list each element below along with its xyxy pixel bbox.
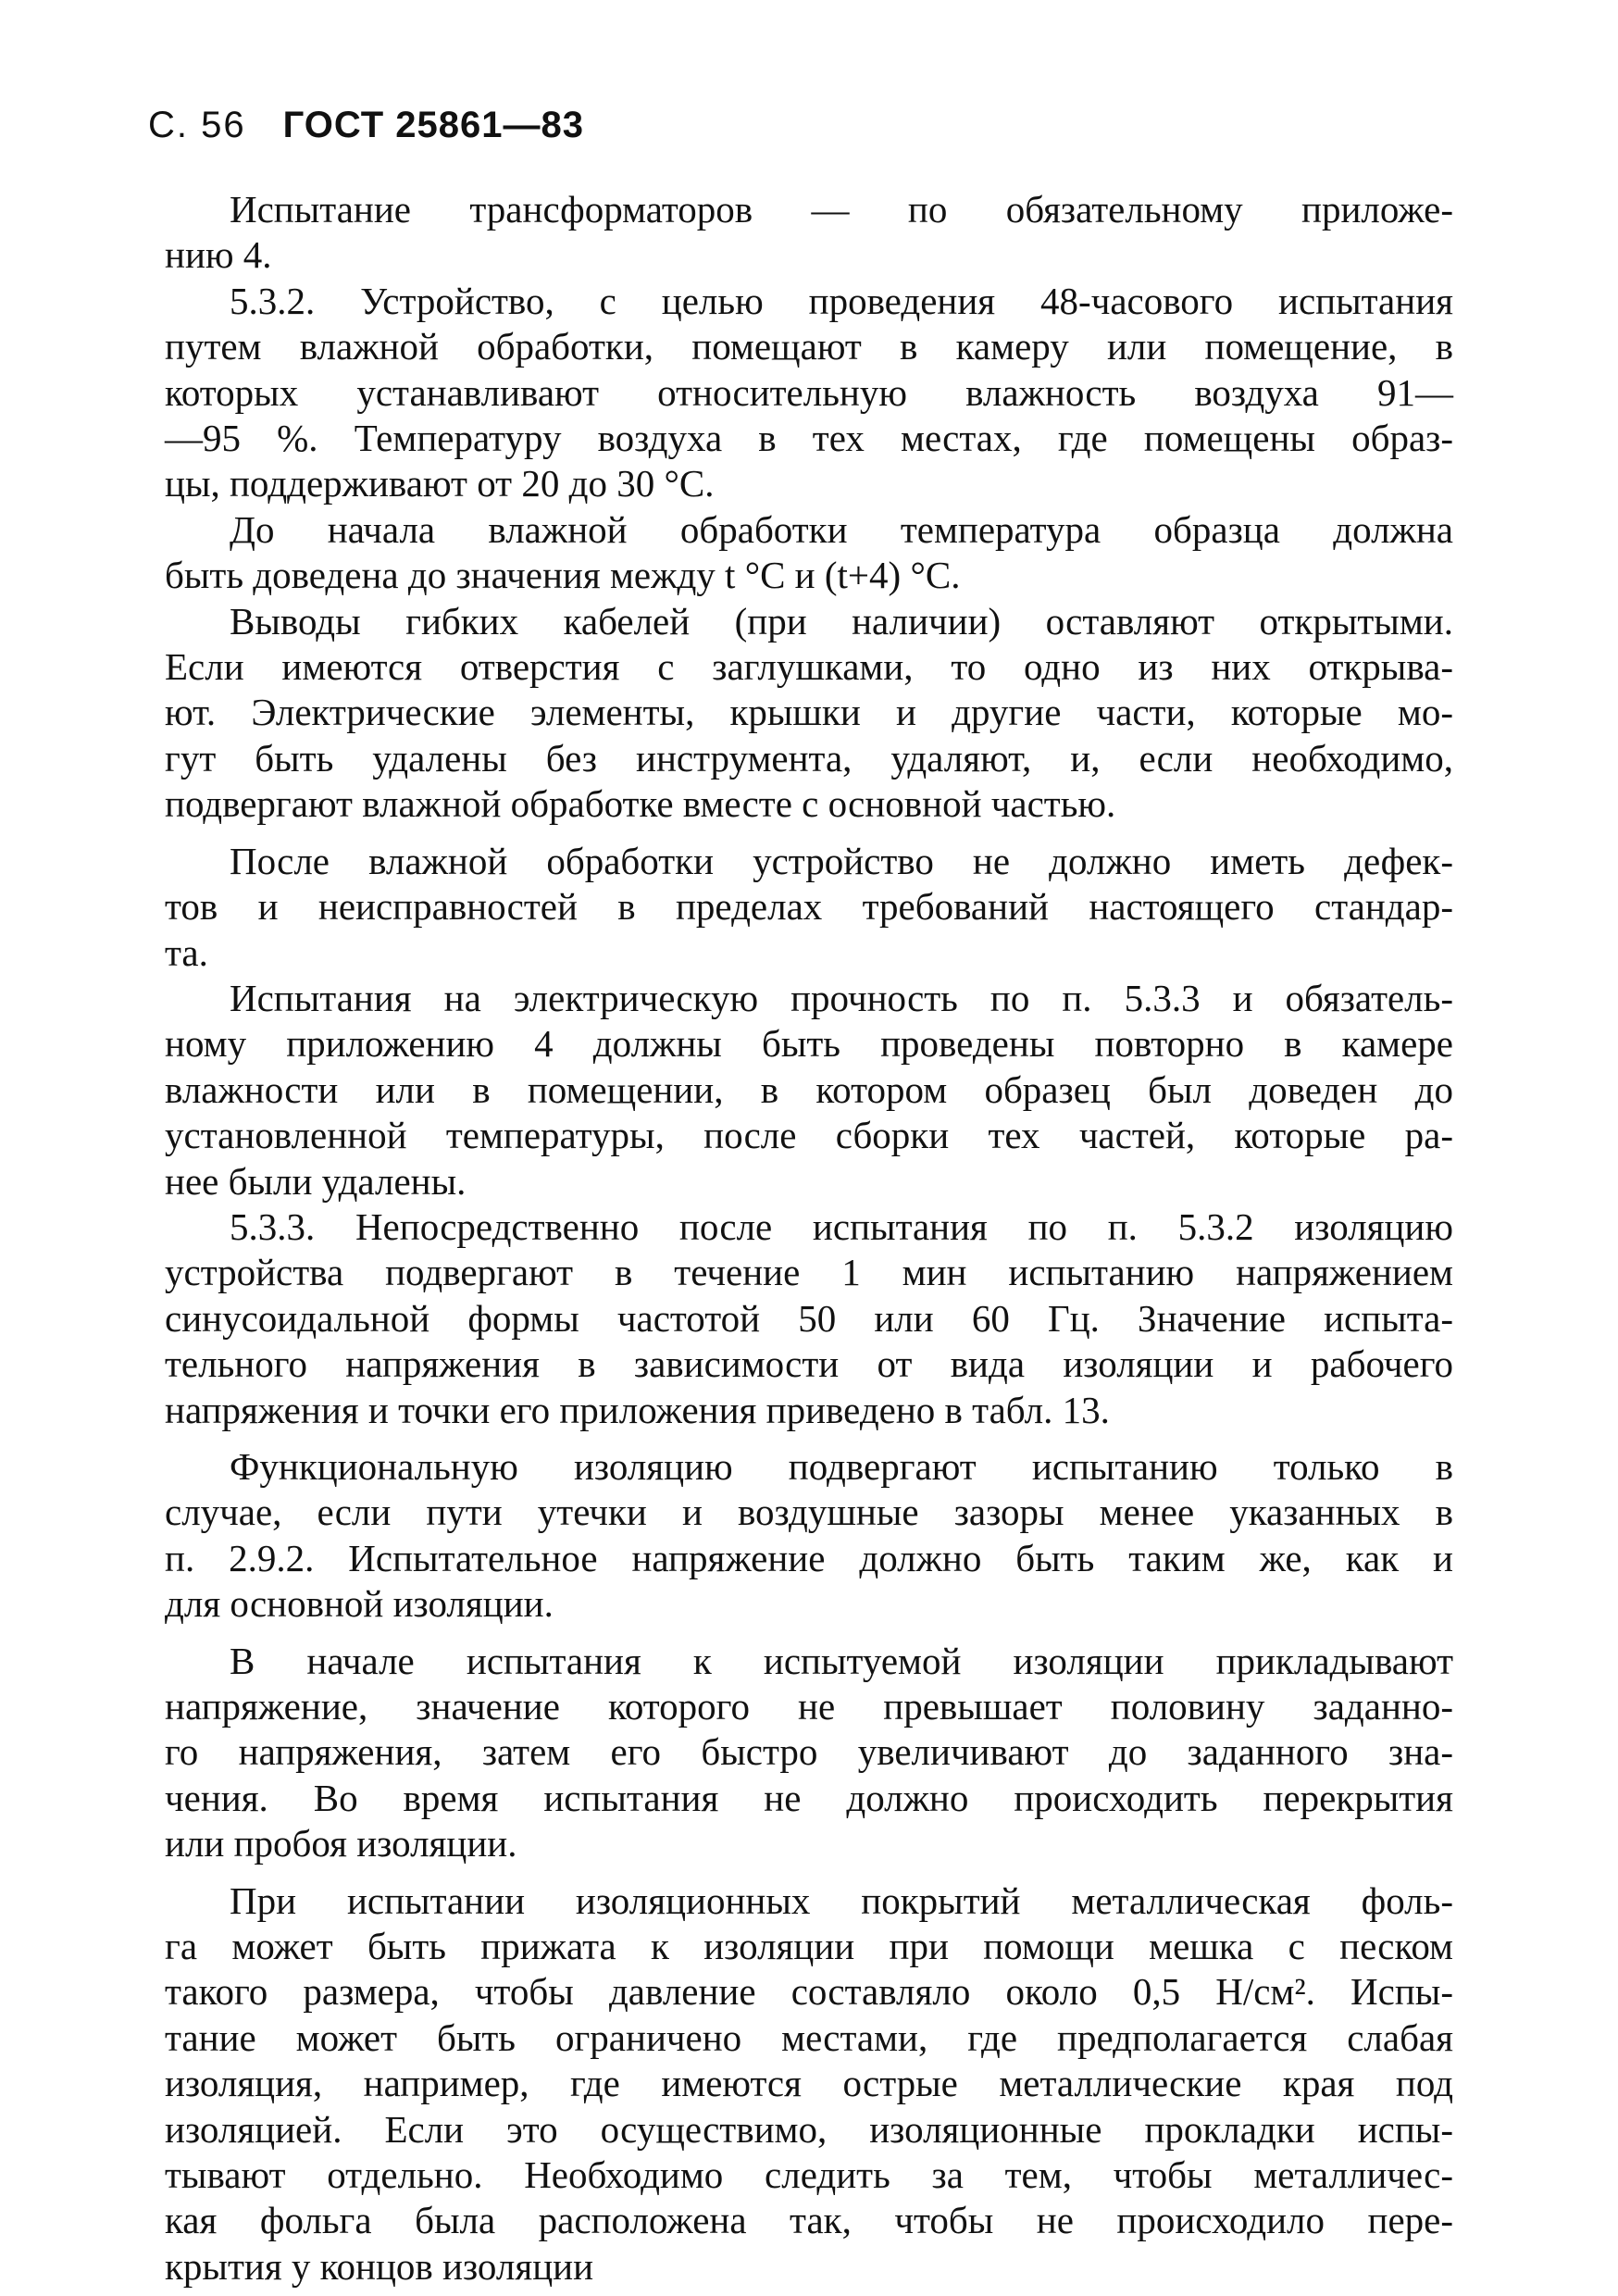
text-line: В начале испытания к испытуемой изоляции прикладывают — [230, 1639, 1453, 1682]
text-line: кая фольга была расположена так, чтобы не происходило пере- — [165, 2199, 1453, 2242]
text-line: напряжения и точки его приложения приведено в табл. 13. — [165, 1388, 1110, 1431]
text-line: или пробоя изоляции. — [165, 1822, 517, 1866]
text-line: такого размера, чтобы давление составляло около 0,5 Н/см². Испы- — [165, 1970, 1453, 2014]
text-line: чения. Во время испытания не должно происходить перекрытия — [165, 1776, 1453, 1819]
text-line: Функциональную изоляцию подвергают испытанию только в — [230, 1444, 1453, 1488]
paragraph-gap — [165, 1867, 1453, 1878]
text-line: 5.3.2. Устройство, с целью проведения 48-часового испытания — [230, 279, 1453, 322]
text-line: Если имеются отверстия с заглушками, то одно из них открыва- — [165, 645, 1453, 689]
text-line: После влажной обработки устройство не должно иметь дефек- — [230, 839, 1453, 882]
text-line: нее были удалены. — [165, 1159, 467, 1203]
paragraph — [165, 1444, 1453, 1628]
text-line: синусоидальной формы частотой 50 или 60 Гц. Значение испыта- — [165, 1296, 1453, 1340]
text-line: тывают отдельно. Необходимо следить за тем, чтобы металличес- — [165, 2153, 1453, 2197]
text-line: гут быть удалены без инструмента, удаляют, и, если необходимо, — [165, 736, 1453, 780]
text-line: случае, если пути утечки и воздушные зазоры менее указанных в — [165, 1491, 1453, 1534]
text-line: Выводы гибких кабелей (при наличии) оставляют открытыми. — [230, 599, 1453, 643]
text-line: п. 2.9.2. Испытательное напряжение должно быть таким же, как и — [165, 1536, 1453, 1579]
document-body — [165, 187, 1453, 2290]
text-line: влажности или в помещении, в котором образец был доведен до — [165, 1067, 1453, 1111]
paragraph — [165, 839, 1453, 976]
text-line: До начала влажной обработки температура образца должна — [230, 507, 1453, 551]
text-line: ют. Электрические элементы, крышки и другие части, которые мо- — [165, 691, 1453, 734]
text-line: го напряжения, затем его быстро увеличивают до заданного зна- — [165, 1730, 1453, 1774]
standard-designation: ГОСТ 25861—83 — [282, 105, 585, 145]
text-line: цы, поддерживают от 20 до 30 °С. — [165, 462, 715, 505]
paragraph — [165, 599, 1453, 828]
text-line: ному приложению 4 должны быть проведены повторно в камере — [165, 1022, 1453, 1066]
page-number: С. 56 — [148, 105, 246, 145]
paragraph-gap — [165, 1628, 1453, 1639]
text-line: нию 4. — [165, 233, 272, 277]
text-line: для основной изоляции. — [165, 1582, 554, 1626]
text-line: тание может быть ограничено местами, где предполагается слабая — [165, 2015, 1453, 2059]
text-line: устройства подвергают в течение 1 мин испытанию напряжением — [165, 1251, 1453, 1294]
text-line: тов и неисправностей в пределах требований настоящего стандар- — [165, 885, 1453, 929]
text-line: тельного напряжения в зависимости от вида изоляции и рабочего — [165, 1342, 1453, 1386]
text-line: быть доведена до значения между t °С и (t+4) °С. — [165, 554, 961, 597]
paragraph — [165, 187, 1453, 279]
text-line: 5.3.3. Непосредственно после испытания по п. 5.3.2 изоляцию — [230, 1204, 1453, 1248]
text-line: путем влажной обработки, помещают в камеру или помещение, в — [165, 325, 1453, 368]
text-line: крытия у концов изоляции — [165, 2244, 594, 2288]
text-line: —95 %. Температуру воздуха в тех местах, где помещены образ- — [165, 417, 1453, 460]
text-line: Испытание трансформаторов — по обязательному приложе- — [230, 188, 1453, 231]
paragraph — [165, 279, 1453, 507]
page-header — [148, 102, 584, 148]
text-line: подвергают влажной обработке вместе с основной частью. — [165, 782, 1116, 826]
paragraph — [165, 1204, 1453, 1433]
paragraph — [165, 976, 1453, 1204]
paragraph-gap — [165, 828, 1453, 839]
text-line: напряжение, значение которого не превышает половину заданно- — [165, 1685, 1453, 1728]
text-line: изоляция, например, где имеются острые металлические края под — [165, 2062, 1453, 2105]
text-line: Испытания на электрическую прочность по п. 5.3.3 и обязатель- — [230, 976, 1453, 1019]
text-line: установленной температуры, после сборки тех частей, которые ра- — [165, 1114, 1453, 1157]
text-line: та. — [165, 930, 208, 974]
paragraph — [165, 1878, 1453, 2290]
text-line: которых устанавливают относительную влажность воздуха 91— — [165, 370, 1453, 414]
paragraph — [165, 1639, 1453, 1867]
paragraph-gap — [165, 1433, 1453, 1444]
paragraph — [165, 507, 1453, 599]
text-line: изоляцией. Если это осуществимо, изоляционные прокладки испы- — [165, 2107, 1453, 2151]
text-line: При испытании изоляционных покрытий металлическая фоль- — [230, 1878, 1453, 1922]
text-line: га может быть прижата к изоляции при помощи мешка с песком — [165, 1925, 1453, 1968]
